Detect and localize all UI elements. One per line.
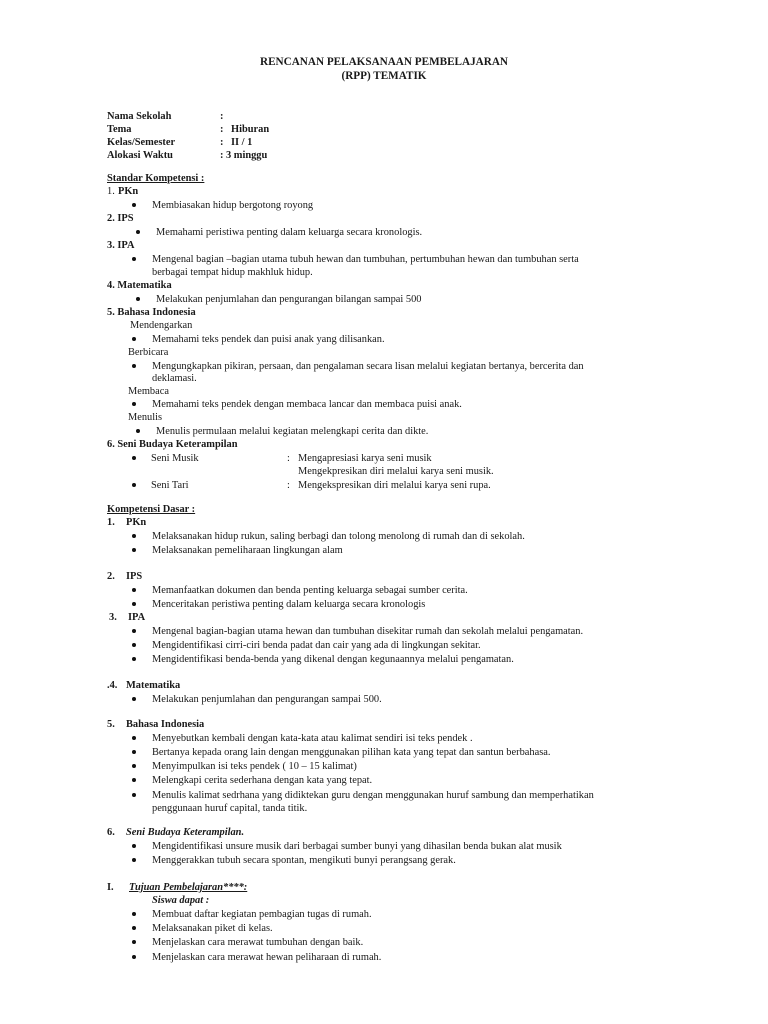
bullet: [132, 940, 136, 944]
list-item: Menceritakan peristiwa penting dalam keluarga secara kronologis: [152, 599, 426, 610]
kd-ipa-title: IPA: [128, 612, 146, 623]
bullet: [132, 844, 136, 848]
list-item: Melakukan penjumlahan dan pengurangan bilangan sampai 500: [156, 294, 422, 305]
bullet: [132, 793, 136, 797]
list-item: Menulis kalimat sedrhana yang didiktekan guru dengan menggunakan huruf sambung dan memperhatikan: [152, 790, 594, 801]
bullet: [132, 858, 136, 862]
sk-mat-title: 4. Matematika: [107, 280, 172, 291]
kd-num: 3.: [109, 612, 117, 623]
colon: :: [287, 453, 290, 464]
kd-heading: Kompetensi Dasar :: [107, 504, 196, 515]
sbk-musik-value: Mengapresiasi karya seni musik: [298, 453, 432, 464]
sbk-tari-label: Seni Tari: [151, 480, 189, 491]
bullet: [136, 230, 140, 234]
bullet: [132, 602, 136, 606]
sk-heading: Standar Kompetensi :: [107, 173, 205, 184]
kd-ips-title: IPS: [126, 571, 143, 582]
sbk-musik-value: Mengekpresikan diri melalui karya seni musik.: [298, 466, 494, 477]
list-item: Melakukan penjumlahan dan pengurangan sampai 500.: [152, 694, 382, 705]
kd-pkn-title: PKn: [126, 517, 147, 528]
kd-num: .4.: [107, 680, 118, 691]
list-item: Menyimpulkan isi teks pendek ( 10 – 15 kalimat): [152, 761, 357, 772]
bullet: [132, 456, 136, 460]
list-item: Menggerakkan tubuh secara spontan, mengikuti bunyi perangsang gerak.: [152, 855, 456, 866]
list-item: Melaksanakan piket di kelas.: [152, 923, 273, 934]
sbk-tari-value: Mengekspresikan diri melalui karya seni rupa.: [298, 480, 491, 491]
sk-pkn-title: PKn: [118, 186, 139, 197]
list-item: Memanfaatkan dokumen dan benda penting keluarga sebagai sumber cerita.: [152, 585, 468, 596]
list-item: Membiasakan hidup bergotong royong: [152, 200, 314, 211]
value-kelas: II / 1: [231, 137, 253, 148]
list-item: Memahami teks pendek dengan membaca lancar dan membaca puisi anak.: [152, 399, 462, 410]
colon: :: [220, 111, 224, 122]
bullet: [132, 643, 136, 647]
sk-pkn-num: 1.: [107, 186, 115, 197]
doc-title-line2: (RPP) TEMATIK: [341, 70, 427, 82]
bullet: [132, 548, 136, 552]
label-alokasi: Alokasi Waktu: [107, 150, 173, 161]
sk-bi-title: 5. Bahasa Indonesia: [107, 307, 196, 318]
list-item: Membuat daftar kegiatan pembagian tugas di rumah.: [152, 909, 372, 920]
list-item: Mengenal bagian –bagian utama tubuh hewan dan tumbuhan, pertumbuhan hewan dan tumbuhan serta: [152, 254, 579, 265]
tujuan-num: I.: [107, 882, 114, 893]
kd-mat-title: Matematika: [126, 680, 181, 691]
bullet: [132, 736, 136, 740]
kd-bi-title: Bahasa Indonesia: [126, 719, 205, 730]
list-item: Menulis permulaan melalui kegiatan melengkapi cerita dan dikte.: [156, 426, 429, 437]
list-item: Menjelaskan cara merawat hewan peliharaan di rumah.: [152, 952, 382, 963]
colon: :: [220, 150, 224, 161]
bullet: [132, 534, 136, 538]
sk-sbk-title: 6. Seni Budaya Keterampilan: [107, 439, 238, 450]
list-item: Melaksanakan hidup rukun, saling berbagi dan tolong menolong di rumah dan di sekolah.: [152, 531, 525, 542]
sbk-musik-label: Seni Musik: [151, 453, 199, 464]
tujuan-sub: Siswa dapat :: [152, 895, 210, 906]
label-kelas: Kelas/Semester: [107, 137, 176, 148]
bullet: [132, 588, 136, 592]
sk-bi-sub: Mendengarkan: [130, 320, 193, 331]
tujuan-heading: Tujuan Pembelajaran****:: [129, 882, 248, 893]
bullet: [132, 778, 136, 782]
bullet: [132, 337, 136, 341]
sk-ipa-title: 3. IPA: [107, 240, 135, 251]
kd-num: 1.: [107, 517, 115, 528]
list-item: Mengungkapkan pikiran, persaan, dan pengalaman secara lisan melalui kegiatan bertanya, bercerita dan: [152, 361, 584, 372]
list-item: Memahami peristiwa penting dalam keluarga secara kronologis.: [156, 227, 423, 238]
bullet: [132, 364, 136, 368]
list-item: Memahami teks pendek dan puisi anak yang dilisankan.: [152, 334, 385, 345]
colon: :: [220, 124, 224, 135]
bullet: [132, 912, 136, 916]
list-item: Mengidentifikasi unsure musik dari berbagai sumber bunyi yang dihasilan benda bukan alat musik: [152, 841, 562, 852]
bullet: [132, 629, 136, 633]
bullet: [132, 926, 136, 930]
label-tema: Tema: [107, 124, 132, 135]
bullet: [136, 297, 140, 301]
sk-ips-title: 2. IPS: [107, 213, 134, 224]
list-item: Menjelaskan cara merawat tumbuhan dengan baik.: [152, 937, 364, 948]
list-item: Mengidentifikasi cirri-ciri benda padat dan cair yang ada di lingkungan sekitar.: [152, 640, 481, 651]
sk-bi-sub: Berbicara: [128, 347, 169, 358]
colon: :: [220, 137, 224, 148]
kd-num: 2.: [107, 571, 115, 582]
list-item: Melaksanakan pemeliharaan lingkungan alam: [152, 545, 343, 556]
bullet: [132, 203, 136, 207]
bullet: [132, 750, 136, 754]
list-item-continuation: penggunaan huruf capital, tanda titik.: [152, 803, 308, 814]
kd-num: 6.: [107, 827, 115, 838]
list-item: Bertanya kepada orang lain dengan menggunakan pilihan kata yang tepat dan santun berbahasa.: [152, 747, 551, 758]
kd-num: 5.: [107, 719, 115, 730]
bullet: [132, 697, 136, 701]
list-item: Mengidentifikasi benda-benda yang dikenal dengan kegunaannya melalui pengamatan.: [152, 654, 514, 665]
bullet: [136, 429, 140, 433]
list-item: Melengkapi cerita sederhana dengan kata yang tepat.: [152, 775, 373, 786]
bullet: [132, 955, 136, 959]
bullet: [132, 657, 136, 661]
bullet: [132, 257, 136, 261]
bullet: [132, 483, 136, 487]
list-item: Mengenal bagian-bagian utama hewan dan tumbuhan disekitar rumah dan sekolah melalui pengamatan.: [152, 626, 584, 637]
list-item-continuation: deklamasi.: [152, 373, 197, 384]
list-item-continuation: berbagai tempat hidup makhluk hidup.: [152, 267, 313, 278]
doc-title-line1: RENCANAN PELAKSANAAN PEMBELAJARAN: [260, 56, 508, 68]
colon: :: [287, 480, 290, 491]
value-alokasi: 3 minggu: [226, 150, 268, 161]
kd-sbk-title: Seni Budaya Keterampilan.: [126, 827, 245, 838]
sk-bi-sub: Membaca: [128, 386, 169, 397]
value-tema: Hiburan: [231, 124, 270, 135]
sk-bi-sub: Menulis: [128, 412, 163, 423]
bullet: [132, 402, 136, 406]
list-item: Menyebutkan kembali dengan kata-kata atau kalimat sendiri isi teks pendek .: [152, 733, 473, 744]
bullet: [132, 764, 136, 768]
label-nama-sekolah: Nama Sekolah: [107, 111, 172, 122]
